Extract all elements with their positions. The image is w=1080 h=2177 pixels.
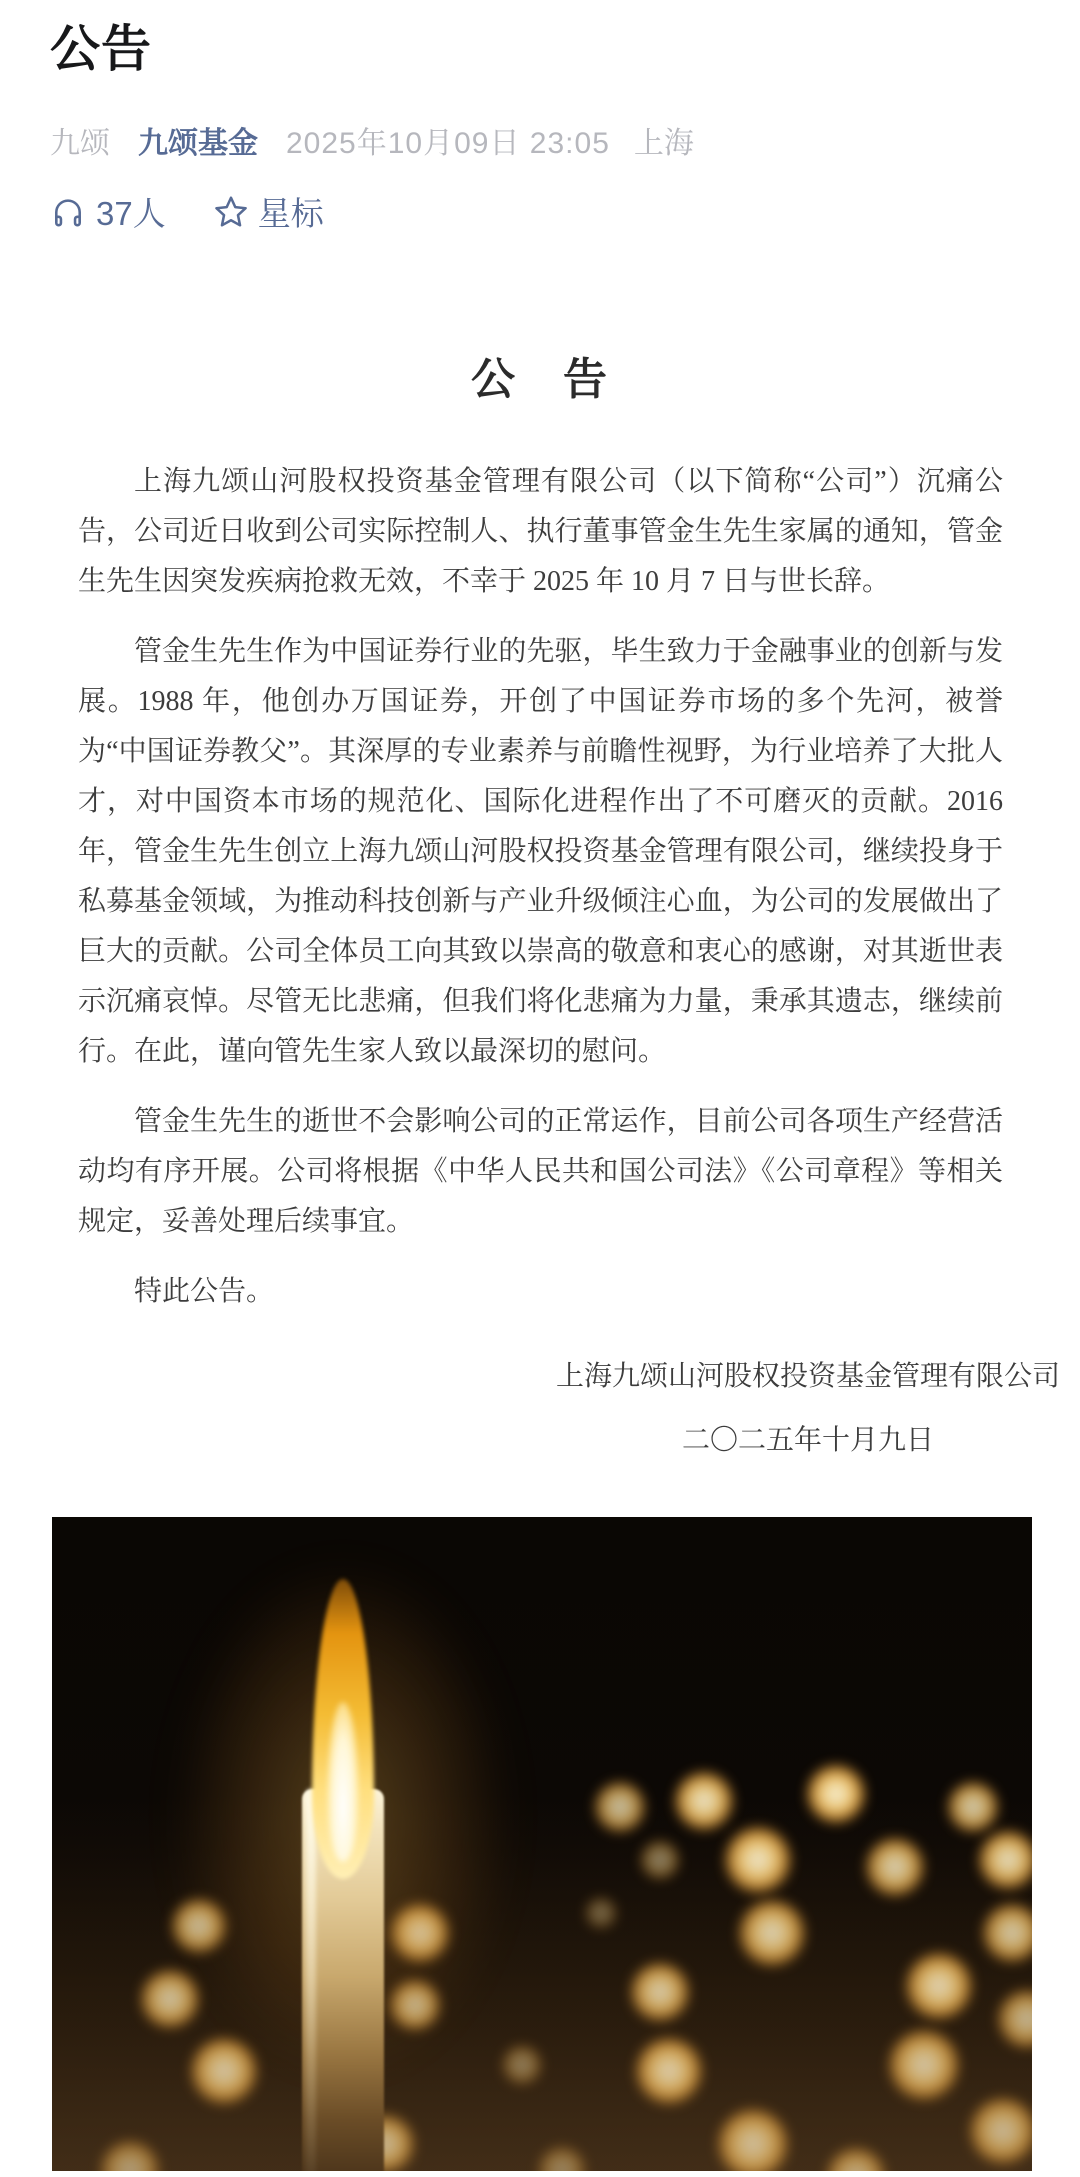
paragraph: 上海九颂山河股权投资基金管理有限公司（以下简称“公司”）沉痛公告，公司近日收到公司实际控制人、执行董事管金生先生家属的通知，管金生先生因突发疾病抢救无效，不幸于 2025 年 10 月 7 日与世长辞。: [78, 466, 1003, 597]
account-link[interactable]: 九颂基金: [138, 127, 258, 160]
star-label: 星标: [257, 195, 324, 232]
document-body: [78, 457, 1003, 1317]
byline: [50, 118, 1030, 162]
photo-bottom-margin: [52, 2171, 1032, 2177]
signature-date: 二〇二五年十月九日: [681, 1425, 934, 1456]
star-icon: [212, 193, 250, 231]
signature-company: 上海九颂山河股权投资基金管理有限公司: [555, 1361, 1060, 1392]
document-title: 公 告: [471, 355, 609, 404]
paragraph: 特此公告。: [134, 1276, 275, 1307]
candle-memorial-photo: [52, 1517, 1032, 2177]
paragraph: 管金生先生作为中国证券行业的先驱，毕生致力于金融事业的创新与发展。1988 年，他创办万国证券，开创了中国证券市场的多个先河，被誉为“中国证券教父”。其深厚的专业素养与前瞻性视野，为行业培养了大批人才，对中国资本市场的规范化、国际化进程作出了不可磨灭的贡献。2016 年，管金生先生创立上海九颂山河股权投资基金管理有限公司，继续投身于私募基金领域，为推动科技创新与产业升级倾注心血，为公司的发展做出了巨大的贡献。公司全体员工向其致以崇高的敬意和衷心的感谢，对其逝世表示沉痛哀悼。尽管无比悲痛，但我们将化悲痛为力量，秉承其遗志，继续前行。在此，谨向管先生家人致以最深切的慰问。: [78, 636, 1003, 1067]
star-action[interactable]: [212, 188, 324, 235]
paragraph: 管金生先生的逝世不会影响公司的正常运作，目前公司各项生产经营活动均有序开展。公司将根据《中华人民共和国公司法》《公司章程》等相关规定，妥善处理后续事宜。: [78, 1106, 1003, 1237]
signature-block: [0, 1345, 1060, 1473]
article-header: [0, 0, 1080, 235]
publish-location: 上海: [633, 127, 694, 160]
headphones-icon[interactable]: [50, 194, 86, 230]
publish-datetime: 2025年10月09日 23:05: [286, 127, 610, 160]
announcement-document: [0, 343, 1080, 1473]
author-name: 九颂: [50, 127, 110, 160]
meta-row: [50, 188, 1030, 235]
article-title: 公告: [50, 21, 152, 77]
listeners-count[interactable]: 37人: [96, 195, 166, 232]
